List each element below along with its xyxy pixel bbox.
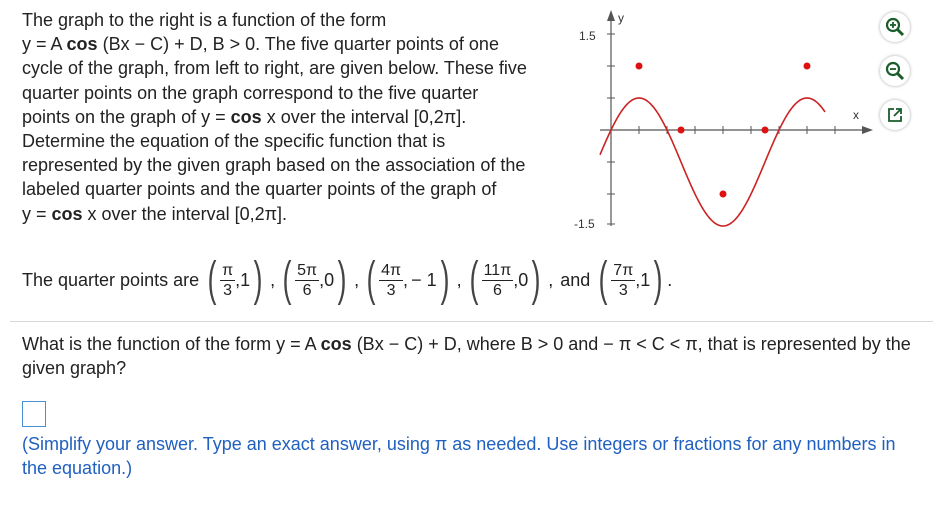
problem-line-1: The graph to the right is a function of the form	[22, 10, 387, 30]
problem-statement	[22, 8, 582, 226]
quarter-point-5: ( $\frac{7\pi}{3}$ , 1 )	[598, 253, 663, 306]
answer-hint: (Simplify your answer. Type an exact answer, using π as needed. Use integers or fractions for any numbers in the equation.)	[22, 434, 896, 479]
cosine-curve	[600, 98, 825, 226]
quarter-point-2	[678, 127, 685, 134]
y-max-label: 1.5	[579, 29, 596, 43]
problem-line-7: represented by the given graph based on the association of the	[22, 155, 526, 176]
quarter-point-5	[804, 63, 811, 70]
problem-line-3: cycle of the graph, from left to right, are given below. These five	[22, 58, 527, 79]
expand-icon	[886, 106, 904, 124]
quarter-point-4: ( $\frac{11\pi}{6}$ , 0 )	[469, 253, 541, 306]
y-axis-arrow	[607, 10, 615, 21]
quarter-point-4	[762, 127, 769, 134]
quarter-point-2: ( $\frac{5\pi}{6}$ , 0 )	[282, 253, 347, 306]
graph-tools	[880, 12, 914, 144]
problem-line-4: quarter points on the graph correspond to the five quarter	[22, 82, 479, 103]
problem-line-2: y = A cos (Bx − C) + D, B > 0. The five quarter points of one	[22, 34, 499, 55]
quarter-point-3	[720, 191, 727, 198]
quarter-point-1	[636, 63, 643, 70]
problem-line-6: Determine the equation of the specific function that is	[22, 131, 446, 152]
zoom-in-icon	[885, 17, 905, 37]
zoom-out-button[interactable]	[880, 56, 910, 86]
x-axis-label: x	[853, 108, 859, 122]
quarter-point-1: ( $\frac{\pi}{3}$ , 1 )	[207, 253, 263, 306]
answer-input[interactable]	[22, 401, 46, 427]
and-word: and	[560, 269, 591, 290]
y-min-label: -1.5	[574, 217, 595, 231]
question-text: What is the function of the form y = A cos (Bx − C) + D, where B > 0 and − π < C < π, that is represented by the given graph?	[22, 334, 911, 379]
zoom-out-icon	[885, 61, 905, 81]
problem-line-9: y = cos x over the interval [0,2π].	[22, 203, 288, 224]
problem-line-8: labeled quarter points and the quarter points of the graph of	[22, 179, 497, 200]
function-graph	[570, 6, 875, 238]
expand-button[interactable]	[880, 100, 910, 130]
y-axis-label: y	[618, 11, 624, 25]
x-axis-arrow	[862, 126, 873, 134]
quarter-points-intro: The quarter points are	[22, 269, 200, 290]
zoom-in-button[interactable]	[880, 12, 910, 42]
quarter-point-3: ( $\frac{4\pi}{3}$ , − 1 )	[366, 253, 449, 306]
quarter-points-row: The quarter points are ( $\frac{\pi}{3}$ , 1 ) , ( $\frac{5\pi}{6}$ , 0 ) , ( $\frac{4\pi}{3}$ , − 1 ) , ( $\frac{11\pi}{6}$ , 0 ) , and ( $\frac{7\pi}{3}$ , 1 ) .	[22, 253, 673, 306]
divider	[10, 321, 933, 322]
problem-line-5: points on the graph of y = cos x over the interval [0,2π].	[22, 106, 467, 127]
